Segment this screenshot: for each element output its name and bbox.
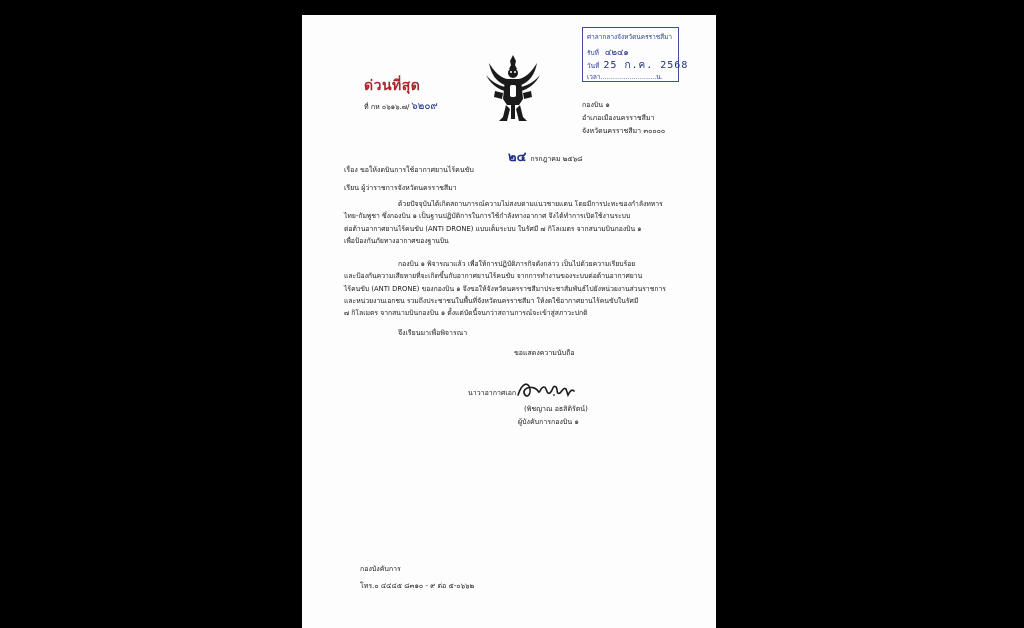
body-paragraph-1: ด้วยปัจจุบันได้เกิดสถานการณ์ความไม่สงบตามแนวชายแดน โดยมีการปะทะของกำลังทหาร ไทย-กัมพูชา ซึ่งกองบิน ๑ เป็นฐานปฏิบัติการในการใช้กำลังทางอากาศ จึงได้ทำการเปิดใช้งานระบบ ต่อต้านอากาศยานไร้คนขับ (ANTI DRONE) แบบเต็มระบบ ในรัศมี ๗ กิโลเมตร จากสนามบินกองบิน ๑ เพื่อป้องกันภัยทางอากาศของฐานบิน bbox=[344, 200, 663, 245]
receipt-stamp: ศาลากลางจังหวัดนครราชสีมา รับที่ ๔๒๔๑ วันที่ 25 ก.ค. 2568 เวลา...........................น. bbox=[582, 27, 679, 82]
reference-number: ที่ กห ๐๖๑๖.๗/ ๖๒๐๙ bbox=[364, 101, 438, 112]
footer-unit: กองบังคับการ bbox=[360, 565, 401, 573]
letter-page bbox=[302, 15, 716, 628]
closing-request: จึงเรียนมาเพื่อพิจารณา bbox=[398, 329, 468, 337]
subject-line: เรื่อง ขอให้งดบินการใช้อากาศยานไร้คนขับ bbox=[344, 166, 474, 174]
signer-name: (พิชญาณ อธสิติรัตน์) bbox=[524, 405, 588, 413]
body-paragraph-2: กองบิน ๑ พิจารณาแล้ว เพื่อให้การปฏิบัติภารกิจดังกล่าว เป็นไปด้วยความเรียบร้อย และป้องกันความเสียหายที่จะเกิดขึ้นกับอากาศยานไร้คนขับ จากการทำงานของระบบต่อต้านอากาศยาน ไร้คนขับ (ANTI DRONE) ของกองบิน ๑ จึงขอให้จังหวัดนครราชสีมาประชาสัมพันธ์ไปยังหน่วยงานส่วนราชการ และหน่วยงานเอกชน รวมถึงประชาชนในพื้นที่จังหวัดนครราชสีมา ให้งดใช้อากาศยานไร้คนขับในรัศมี ๗ กิโลเมตร จากสนามบินกองบิน ๑ ตั้งแต่บัดนี้จนกว่าสถานการณ์จะเข้าสู่สภาวะปกติ bbox=[344, 260, 666, 318]
sender-line-2: อำเภอเมืองนครราชสีมา bbox=[582, 114, 655, 122]
urgency-label: ด่วนที่สุด bbox=[364, 78, 421, 94]
sender-line-3: จังหวัดนครราชสีมา ๓๐๐๐๐ bbox=[582, 127, 666, 135]
recipient-line: เรียน ผู้ว่าราชการจังหวัดนครราชสีมา bbox=[344, 184, 457, 192]
signature-mark bbox=[514, 377, 576, 403]
signer-rank: นาวาอากาศเอก bbox=[468, 389, 517, 397]
closing-salutation: ขอแสดงความนับถือ bbox=[514, 349, 575, 357]
signer-position: ผู้บังคับการกองบิน ๑ bbox=[518, 418, 579, 426]
garuda-emblem bbox=[485, 53, 541, 125]
footer-phone: โทร.๐ ๔๔๔๕ ๘๓๑๐ - ๙ ต่อ ๕-๐๖๖๒ bbox=[360, 582, 475, 590]
letter-date: ๒๔ กรกฎาคม ๒๕๖๘ bbox=[508, 150, 583, 165]
sender-line-1: กองบิน ๑ bbox=[582, 101, 610, 109]
